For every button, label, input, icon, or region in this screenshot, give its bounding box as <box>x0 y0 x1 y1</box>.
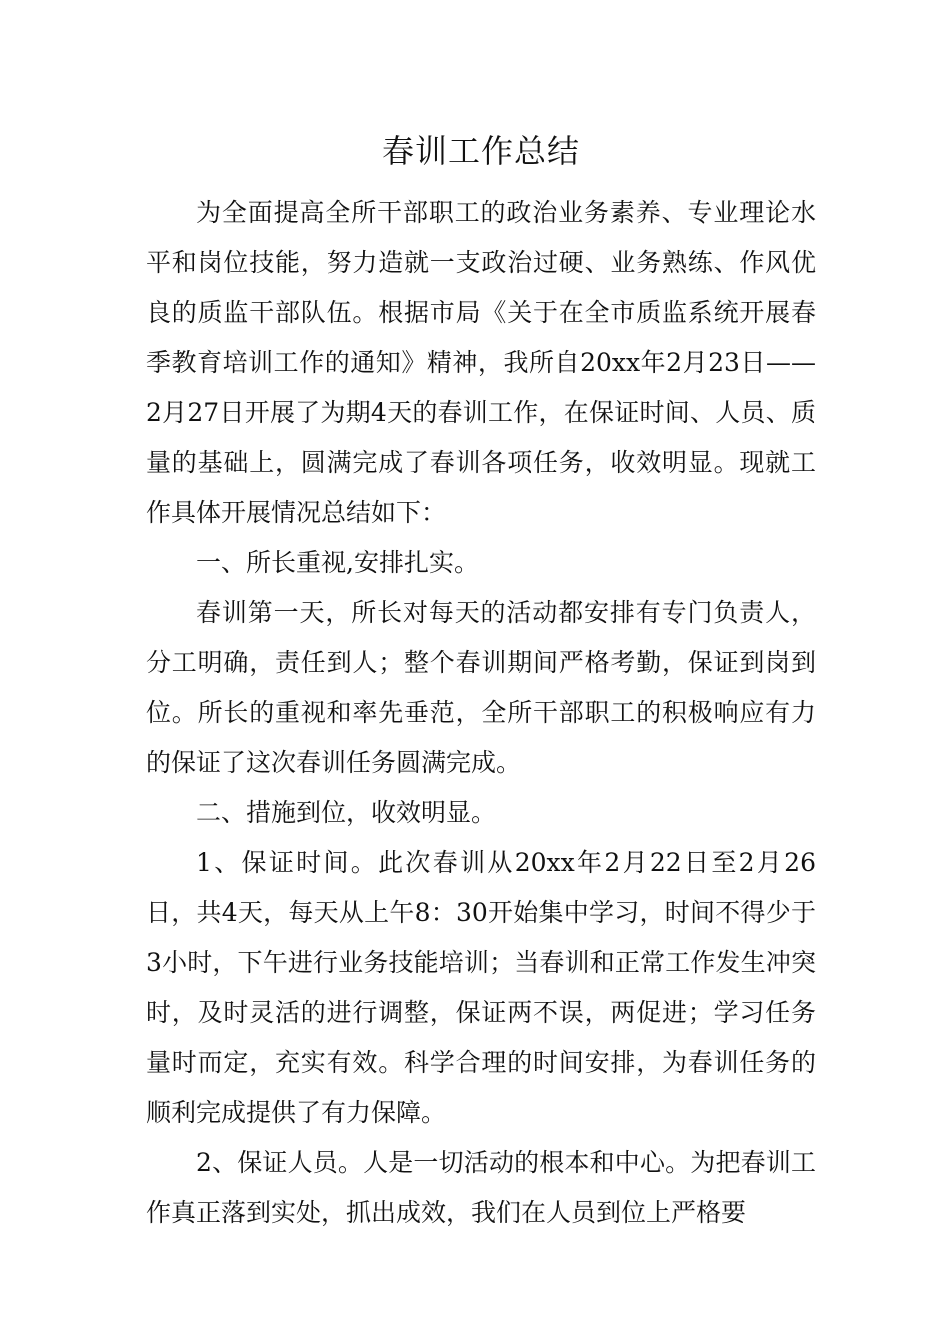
paragraph-item-2: 2、保证人员。人是一切活动的根本和中心。为把春训工作真正落到实处，抓出成效，我们在人员到位上严格要 <box>146 1148 816 1227</box>
paragraph-section-1: 春训第一天，所长对每天的活动都安排有专门负责人，分工明确，责任到人；整个春训期间严格考勤，保证到岗到位。所长的重视和率先垂范，全所干部职工的积极响应有力的保证了这次春训任务圆满完成。 <box>146 598 816 777</box>
section-heading-2: 二、措施到位，收效明显。 <box>196 798 497 827</box>
paragraph-intro: 为全面提高全所干部职工的政治业务素养、专业理论水平和岗位技能，努力造就一支政治过硬、业务熟练、作风优良的质监干部队伍。根据市局《关于在全市质监系统开展春季教育培训工作的通知》精神，我所自20xx年2月23日——2月27日开展了为期4天的春训工作，在保证时间、人员、质量的基础上，圆满完成了春训各项任务，收效明显。现就工作具体开展情况总结如下： <box>146 198 816 527</box>
document-body <box>146 124 816 1238</box>
document-title: 春训工作总结 <box>381 132 580 170</box>
paragraph-item-1: 1、保证时间。此次春训从20xx年2月22日至2月26日，共4天，每天从上午8：30开始集中学习，时间不得少于3小时，下午进行业务技能培训；当春训和正常工作发生冲突时，及时灵活的进行调整，保证两不误，两促进；学习任务量时而定，充实有效。科学合理的时间安排，为春训任务的顺利完成提供了有力保障。 <box>146 848 816 1127</box>
section-heading-1: 一、所长重视,安排扎实。 <box>196 548 479 577</box>
